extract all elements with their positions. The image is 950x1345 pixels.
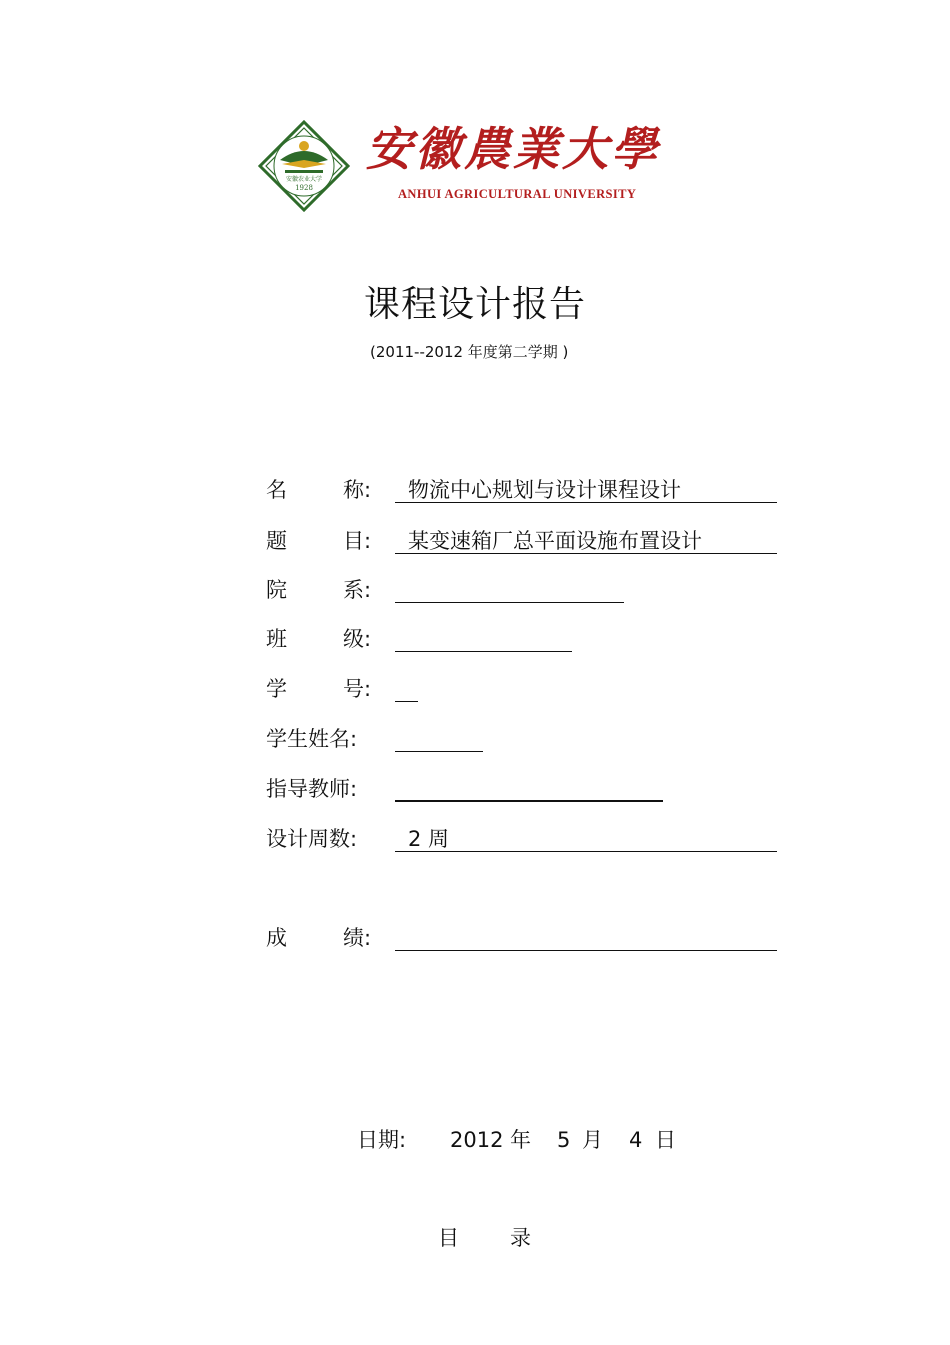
name-field[interactable]: 物流中心规划与设计课程设计 [395, 475, 777, 503]
date-month: 5 [557, 1128, 571, 1152]
class-field[interactable] [395, 624, 572, 652]
form-row-advisor [0, 774, 950, 804]
topic-field[interactable]: 某变速箱厂总平面设施布置设计 [395, 526, 777, 554]
university-name-cn: 安徽農業大學 [366, 122, 660, 176]
form-row-student-name [0, 724, 950, 754]
form-row-topic: 题 目: 某变速箱厂总平面设施布置设计 [0, 526, 950, 556]
date-day: 4 [629, 1128, 643, 1152]
student-name-field[interactable] [395, 724, 483, 752]
advisor-label: 指导教师: [266, 777, 358, 801]
student-id-field[interactable] [395, 674, 418, 702]
date-month-unit: 月 [582, 1128, 603, 1152]
form-row-weeks [0, 824, 950, 854]
weeks-label: 设计周数: [266, 827, 358, 851]
report-date [0, 1125, 950, 1155]
form-row-grade: 成 绩: [0, 923, 950, 953]
date-label: 日期: [357, 1128, 407, 1152]
weeks-field[interactable]: 2 周 [395, 824, 777, 852]
form-row-name: 名 称: 物流中心规划与设计课程设计 [0, 475, 950, 505]
grade-field[interactable] [395, 923, 777, 951]
form-row-department: 院 系: [0, 575, 950, 605]
form-row-student-id: 学 号: [0, 674, 950, 704]
report-subtitle: (2011--2012 年度第二学期 ) [370, 343, 569, 361]
student-name-label: 学生姓名: [266, 727, 358, 751]
department-field[interactable] [395, 575, 624, 603]
toc-heading: 目 录 [438, 1226, 531, 1250]
university-name-en: ANHUI AGRICULTURAL UNIVERSITY [398, 187, 637, 201]
date-day-unit: 日 [655, 1128, 676, 1152]
date-year: 2012 [450, 1128, 504, 1152]
advisor-field[interactable] [395, 774, 663, 802]
report-title: 课程设计报告 [363, 284, 586, 325]
university-seal-icon [258, 120, 350, 212]
form-row-class: 班 级: [0, 624, 950, 654]
date-year-unit: 年 [510, 1128, 531, 1152]
seal-year: 1928 [295, 184, 313, 192]
seal-text: 安徽农业大学 [285, 176, 323, 183]
